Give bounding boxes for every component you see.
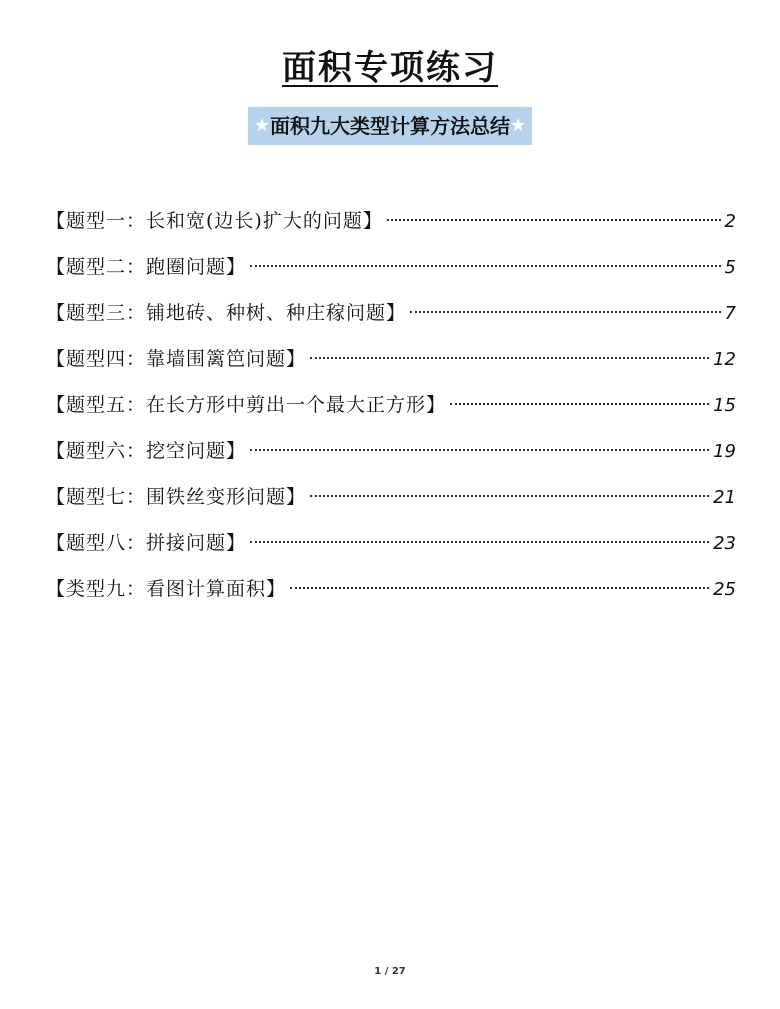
toc-entry[interactable] xyxy=(46,290,736,336)
toc-entry-label: 【题型五：在长方形中剪出一个最大正方形】 xyxy=(46,394,447,416)
toc-entry-label: 【题型二：跑圈问题】 xyxy=(46,256,247,278)
toc-entry[interactable] xyxy=(46,566,736,612)
toc-entry-page: 15 xyxy=(713,395,736,416)
toc-leader-dots xyxy=(250,449,709,451)
toc-entry-page: 21 xyxy=(713,487,736,508)
subtitle-text: 面积九大类型计算方法总结 xyxy=(270,114,510,138)
toc-leader-dots xyxy=(250,541,709,543)
toc-entry[interactable] xyxy=(46,336,736,382)
toc-entry[interactable] xyxy=(46,474,736,520)
toc-entry-label: 【题型六：挖空问题】 xyxy=(46,440,247,462)
toc-entry-label: 【题型一：长和宽(边长)扩大的问题】 xyxy=(46,210,383,232)
table-of-contents xyxy=(46,198,736,612)
page-title-text: 面积专项练习 xyxy=(282,48,498,88)
star-icon: ★ xyxy=(510,115,527,136)
toc-entry-page: 2 xyxy=(724,211,736,232)
toc-entry[interactable] xyxy=(46,198,736,244)
toc-leader-dots xyxy=(250,265,721,267)
subtitle-banner xyxy=(248,107,532,145)
toc-leader-dots xyxy=(310,357,709,359)
toc-entry-page: 25 xyxy=(713,579,736,600)
toc-leader-dots xyxy=(450,403,709,405)
toc-entry[interactable] xyxy=(46,520,736,566)
toc-leader-dots xyxy=(410,311,721,313)
toc-entry[interactable] xyxy=(46,382,736,428)
toc-leader-dots xyxy=(290,587,709,589)
toc-entry[interactable] xyxy=(46,428,736,474)
subtitle-banner-wrap xyxy=(0,107,780,145)
page-title xyxy=(0,46,780,90)
toc-entry-page: 12 xyxy=(713,349,736,370)
toc-leader-dots xyxy=(387,219,721,221)
toc-entry-label: 【题型七：围铁丝变形问题】 xyxy=(46,486,307,508)
toc-entry-label: 【题型四：靠墙围篱笆问题】 xyxy=(46,348,307,370)
toc-leader-dots xyxy=(310,495,709,497)
toc-entry-page: 23 xyxy=(713,533,736,554)
star-icon: ★ xyxy=(253,115,270,136)
toc-entry-page: 19 xyxy=(713,441,736,462)
toc-entry[interactable] xyxy=(46,244,736,290)
toc-entry-label: 【类型九：看图计算面积】 xyxy=(46,578,287,600)
toc-entry-page: 5 xyxy=(724,257,736,278)
toc-entry-label: 【题型八：拼接问题】 xyxy=(46,532,247,554)
page-indicator: 1 / 27 xyxy=(374,966,406,977)
toc-entry-label: 【题型三：铺地砖、种树、种庄稼问题】 xyxy=(46,302,407,324)
toc-entry-page: 7 xyxy=(724,303,736,324)
